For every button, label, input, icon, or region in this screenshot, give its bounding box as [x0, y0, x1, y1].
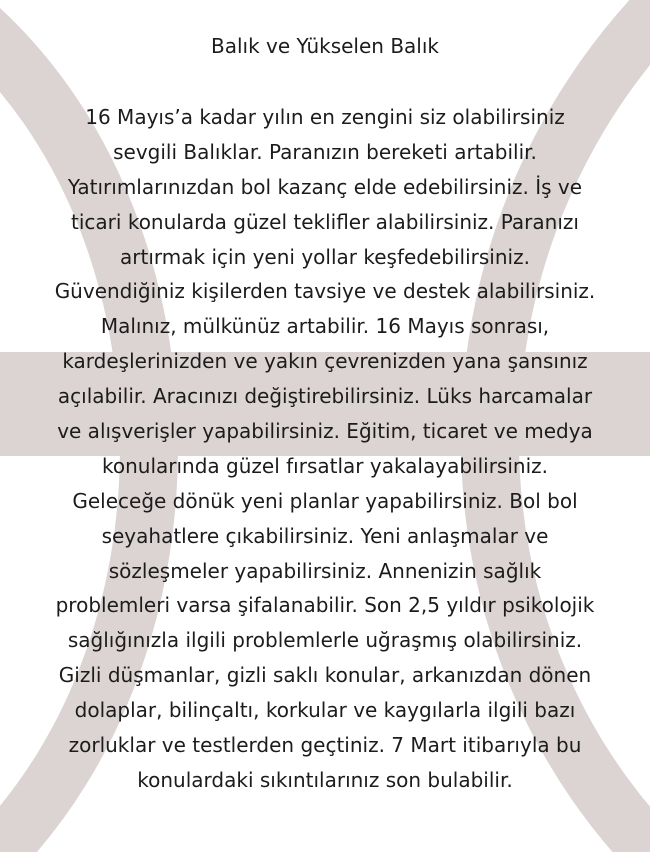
- text-line: konularında güzel fırsatlar yakalayabilirsiniz.: [102, 453, 548, 478]
- text-line: sözleşmeler yapabilirsiniz. Annenizin sağlık: [108, 558, 542, 583]
- text-line: ve alışverişler yapabilirsiniz. Eğitim, ticaret ve medya: [57, 419, 593, 444]
- page-title: Balık ve Yükselen Balık: [211, 34, 439, 58]
- text-line: Yatırımlarınızdan bol kazanç elde edebilirsiniz. İş ve: [67, 174, 583, 199]
- text-line: Geleceğe dönük yeni planlar yapabilirsiniz. Bol bol: [72, 488, 578, 513]
- text-line: dolaplar, bilinçaltı, korkular ve kaygılarla ilgili bazı: [74, 698, 576, 723]
- text-line: Güvendiğiniz kişilerden tavsiye ve destek alabilirsiniz.: [54, 279, 596, 304]
- text-line: 16 Mayıs’a kadar yılın en zengini siz olabilirsiniz: [85, 105, 565, 129]
- text-line: seyahatlere çıkabilirsiniz. Yeni anlaşmalar ve: [101, 523, 549, 548]
- text-line: sağlığınızla ilgili problemlerle uğraşmış olabilirsiniz.: [67, 628, 583, 653]
- text-line: zorluklar ve testlerden geçtiniz. 7 Mart itibarıyla bu: [68, 733, 582, 758]
- text-line: Malınız, mülkünüz artabilir. 16 Mayıs sonrası,: [100, 314, 550, 339]
- text-line: problemleri varsa şifalanabilir. Son 2,5 yıldır psikolojik: [55, 593, 595, 618]
- text-line: Gizli düşmanlar, gizli saklı konular, arkanızdan dönen: [58, 663, 592, 688]
- text-line: ticari konularda güzel teklifler alabilirsiniz. Paranızı: [71, 209, 579, 234]
- text-line: artırmak için yeni yollar keşfedebilirsiniz.: [120, 244, 530, 269]
- text-line: açılabilir. Aracınızı değiştirebilirsiniz. Lüks harcamalar: [57, 384, 593, 409]
- text-line: sevgili Balıklar. Paranızın bereketi artabilir.: [113, 139, 537, 164]
- horoscope-text: [0, 100, 650, 798]
- text-line: konulardaki sıkıntılarınız son bulabilir.: [137, 767, 513, 792]
- text-line: kardeşlerinizden ve yakın çevrenizden yana şansınız: [62, 349, 588, 374]
